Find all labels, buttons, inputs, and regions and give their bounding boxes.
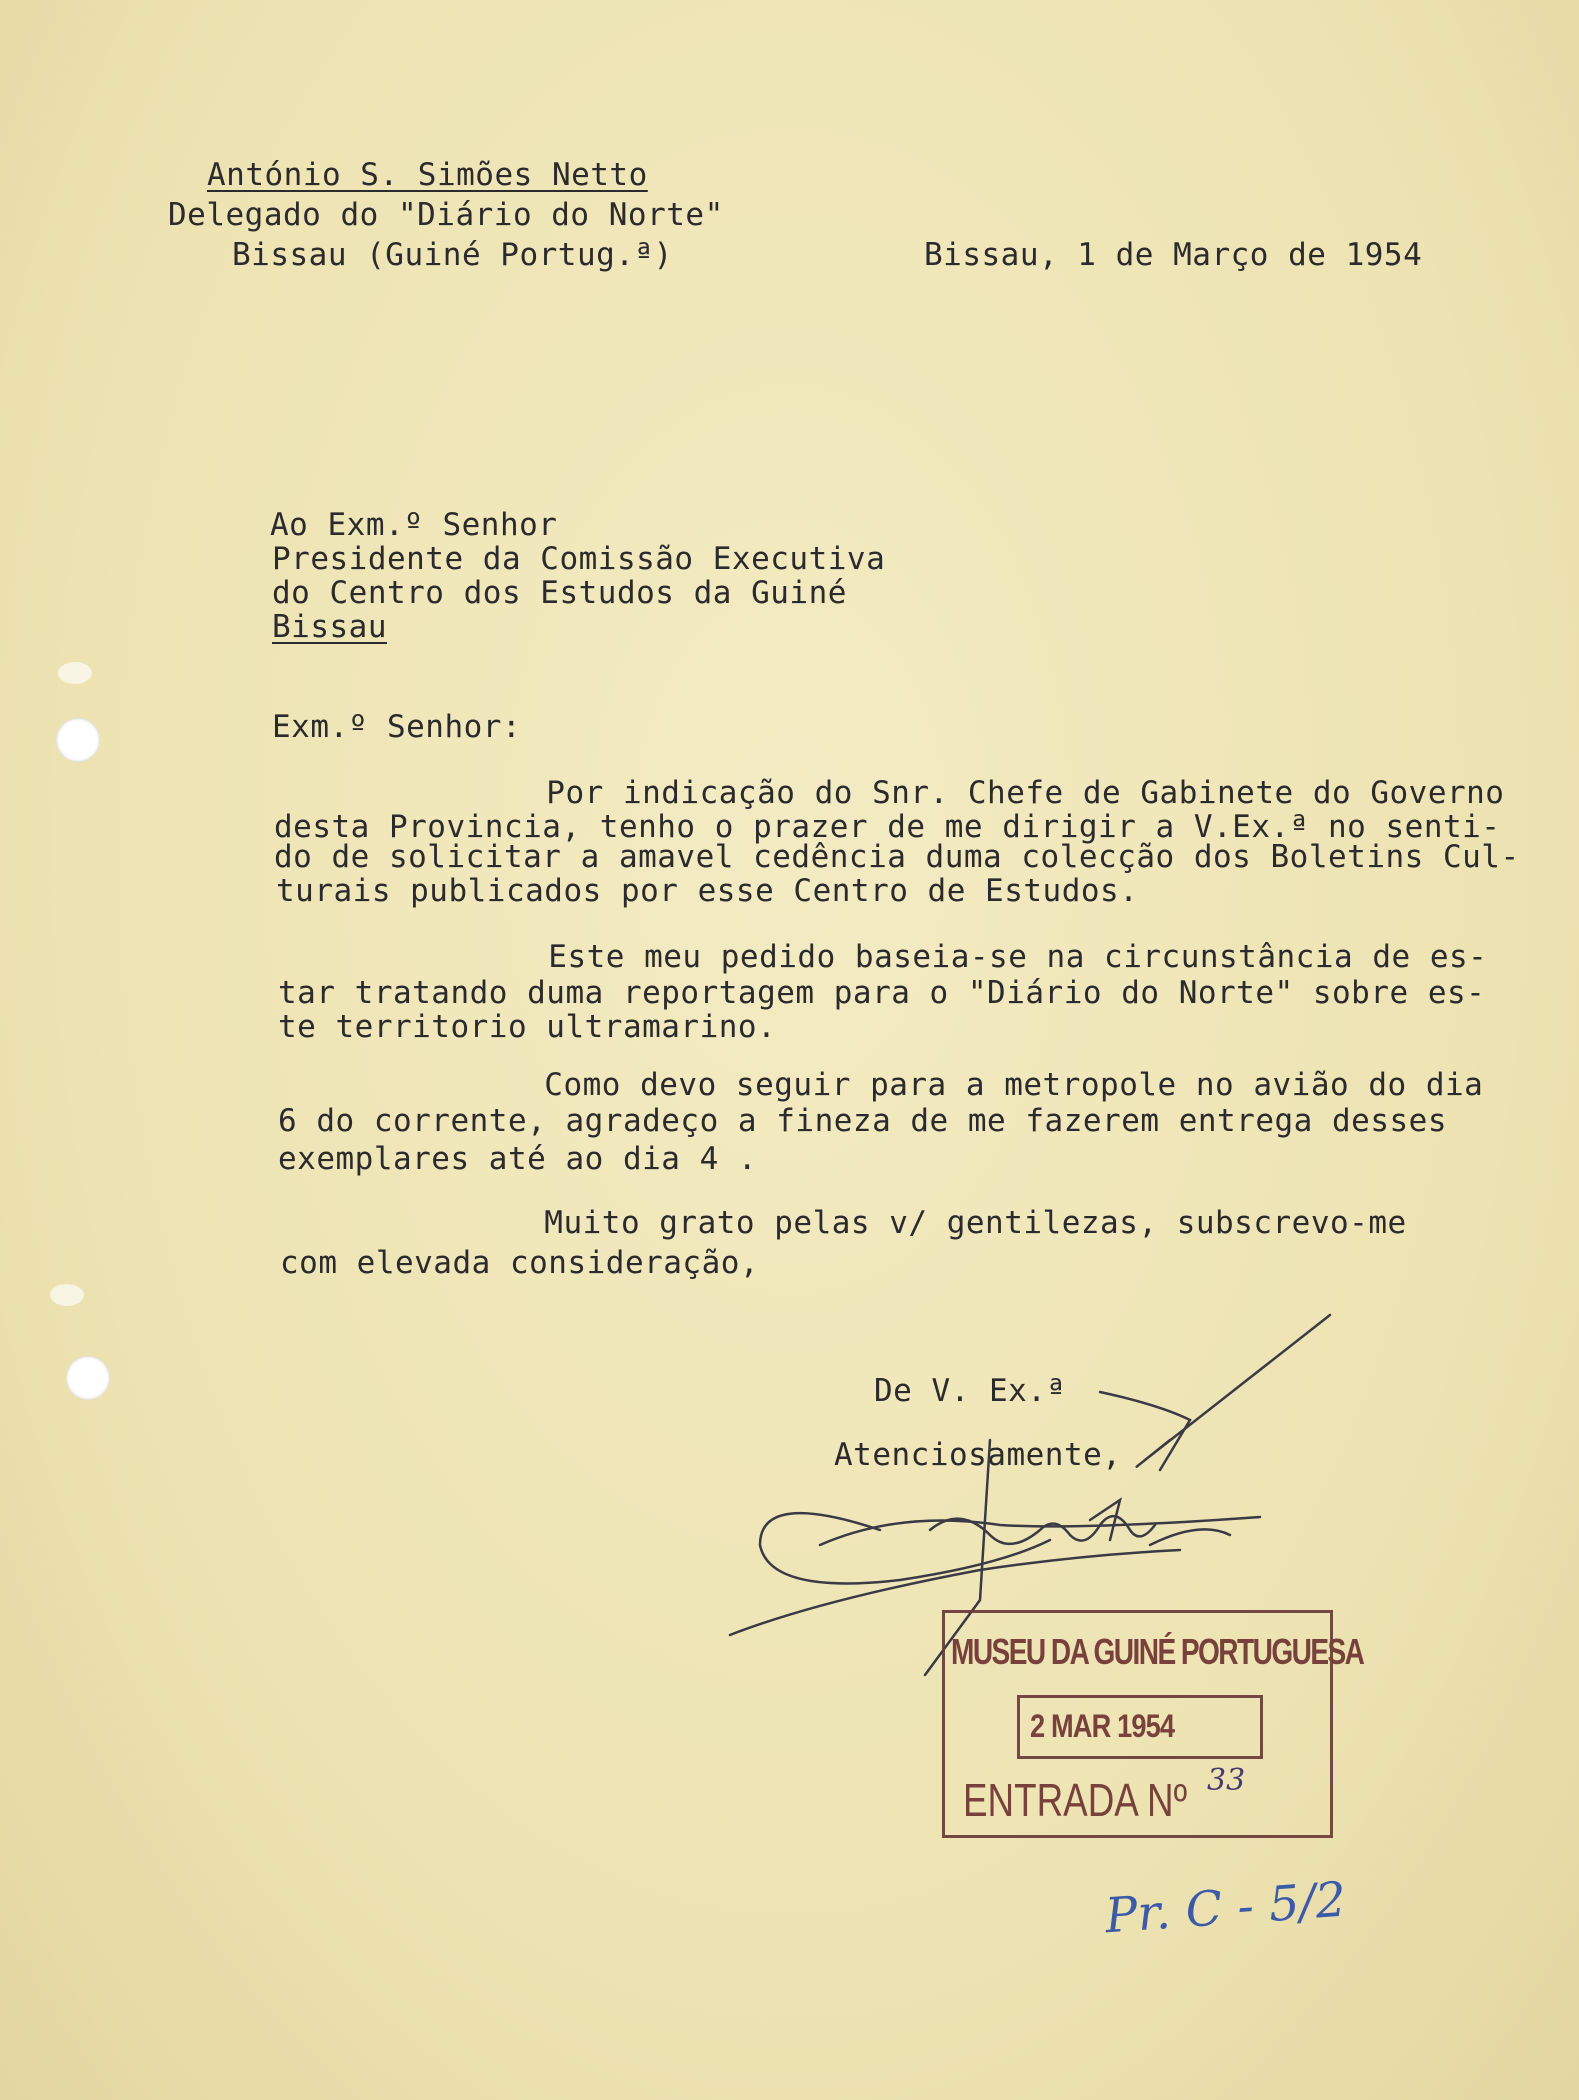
paragraph-2-line-1: Este meu pedido baseia-se na circunstância de es- <box>280 939 1488 975</box>
salutation: Exm.º Senhor: <box>272 709 522 745</box>
handwritten-reference: Pr. C - 5/2 <box>1103 1871 1348 1945</box>
paragraph-3-line-2: 6 do corrente, agradeço a fineza de me fazerem entrega desses <box>278 1103 1447 1139</box>
paragraph-4-line-1: Muito grato pelas v/ gentilezas, subscrevo-me <box>276 1205 1407 1241</box>
closing-line-1: De V. Ex.ª <box>874 1373 1066 1409</box>
paragraph-1-line-2: desta Provincia, tenho o prazer de me dirigir a V.Ex.ª no senti- <box>274 809 1501 845</box>
paragraph-4-line-2: com elevada consideração, <box>280 1245 760 1281</box>
paragraph-3-line-3: exemplares até ao dia 4 . <box>278 1141 758 1177</box>
paragraph-2-line-2: tar tratando duma reportagem para o "Diário do Norte" sobre es- <box>278 975 1486 1011</box>
stamp-date-box <box>1017 1695 1263 1759</box>
recipient-line-4: Bissau <box>272 609 387 645</box>
letter-date: Bissau, 1 de Março de 1954 <box>924 237 1423 273</box>
closing-line-2: Atenciosamente, <box>834 1437 1122 1473</box>
recipient-line-3: do Centro dos Estudos da Guiné <box>272 575 847 611</box>
museum-entry-stamp <box>942 1610 1364 1838</box>
sender-name: António S. Simões Netto <box>207 157 648 193</box>
sender-role: Delegado do "Diário do Norte" <box>168 197 724 233</box>
paragraph-1-line-1: Por indicação do Snr. Chefe de Gabinete do Governo <box>278 775 1505 811</box>
stamp-entry-number: 33 <box>1207 1763 1246 1798</box>
sender-location: Bissau (Guiné Portug.ª) <box>232 237 673 273</box>
paragraph-1-line-4: turais publicados por esse Centro de Estudos. <box>276 873 1139 909</box>
stamp-title: MUSEU DA GUINÉ PORTUGUESA <box>951 1631 1364 1672</box>
recipient-line-2: Presidente da Comissão Executiva <box>272 541 886 577</box>
stamp-entrada-label: ENTRADA Nº <box>963 1774 1188 1826</box>
stamp-date: 2 MAR 1954 <box>1030 1708 1175 1744</box>
paragraph-2-line-3: te territorio ultramarino. <box>278 1009 777 1045</box>
paragraph-1-line-3: do de solicitar a amavel cedência duma colecção dos Boletins Cul- <box>274 839 1520 875</box>
recipient-line-1: Ao Exm.º Senhor <box>270 507 558 543</box>
paragraph-3-line-1: Como devo seguir para a metropole no avião do dia <box>276 1067 1484 1103</box>
